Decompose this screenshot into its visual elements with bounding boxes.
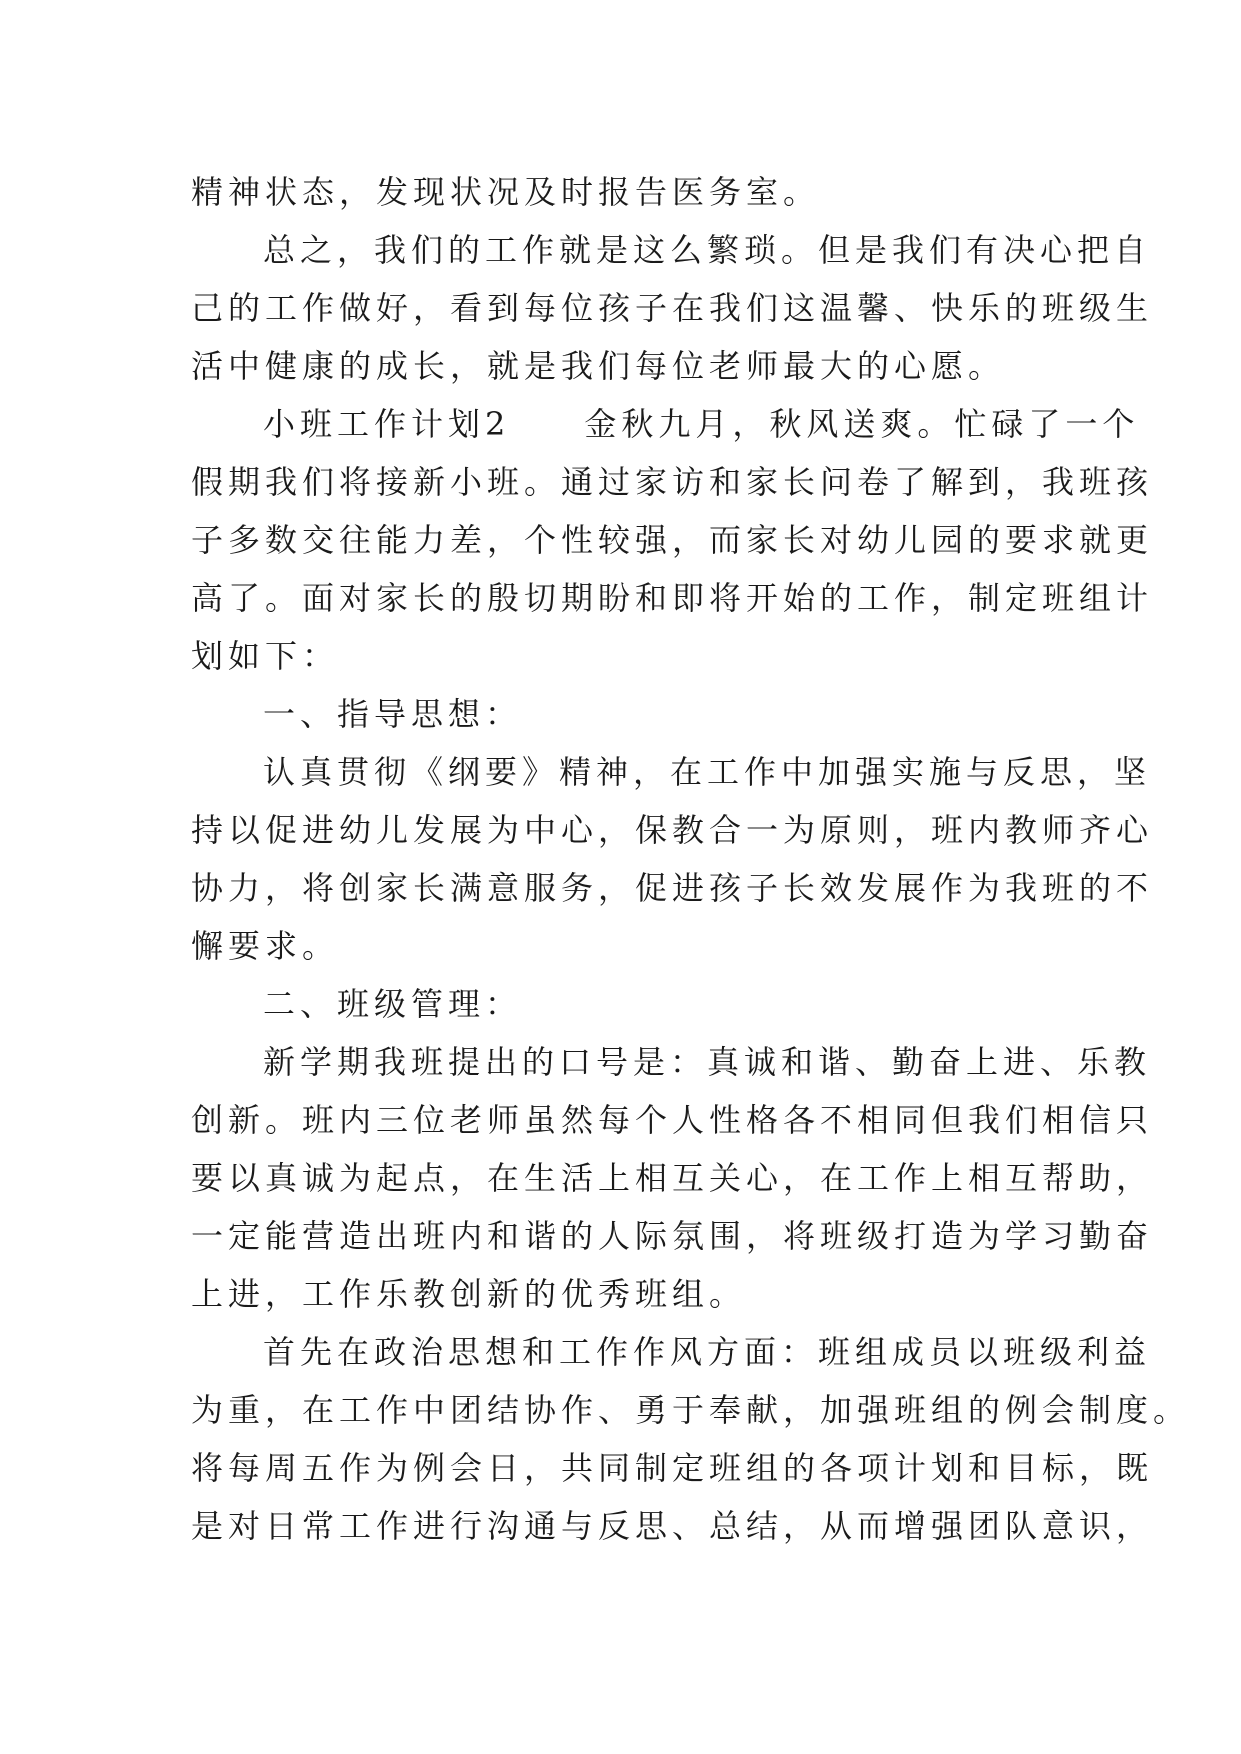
text-line: 是对日常工作进行沟通与反思、总结，从而增强团队意识，	[191, 1507, 1154, 1545]
text-line: 首先在政治思想和工作作风方面：班组成员以班级利益	[263, 1333, 1152, 1371]
text-line: 协力，将创家长满意服务，促进孩子长效发展作为我班的不	[191, 869, 1154, 907]
text-line: 认真贯彻《纲要》精神，在工作中加强实施与反思，坚	[263, 753, 1152, 791]
text-line: 懈要求。	[191, 927, 340, 965]
text-line: 子多数交往能力差，个性较强，而家长对幼儿园的要求就更	[191, 521, 1154, 559]
section-heading: 一、指导思想：	[263, 695, 523, 733]
text-line: 要以真诚为起点，在生活上相互关心，在工作上相互帮助，	[191, 1159, 1154, 1197]
text-line: 总之，我们的工作就是这么繁琐。但是我们有决心把自	[263, 231, 1152, 269]
section-heading: 二、班级管理：	[263, 985, 523, 1023]
text-line: 假期我们将接新小班。通过家访和家长问卷了解到，我班孩	[191, 463, 1154, 501]
text-line: 创新。班内三位老师虽然每个人性格各不相同但我们相信只	[191, 1101, 1154, 1139]
text-line: 新学期我班提出的口号是：真诚和谐、勤奋上进、乐教	[263, 1043, 1152, 1081]
text-line: 高了。面对家长的殷切期盼和即将开始的工作，制定班组计	[191, 579, 1154, 617]
text-line: 活中健康的成长，就是我们每位老师最大的心愿。	[191, 347, 1006, 385]
text-line: 划如下：	[191, 637, 340, 675]
text-line: 为重，在工作中团结协作、勇于奉献，加强班组的例会制度。	[191, 1391, 1191, 1429]
text-line: 将每周五作为例会日，共同制定班组的各项计划和目标，既	[191, 1449, 1154, 1487]
section-title: 小班工作计划2 金秋九月，秋风送爽。忙碌了一个	[263, 405, 1140, 443]
text-line: 上进，工作乐教创新的优秀班组。	[191, 1275, 747, 1313]
text-line: 己的工作做好，看到每位孩子在我们这温馨、快乐的班级生	[191, 289, 1154, 327]
text-line: 持以促进幼儿发展为中心，保教合一为原则，班内教师齐心	[191, 811, 1154, 849]
text-line: 一定能营造出班内和谐的人际氛围，将班级打造为学习勤奋	[191, 1217, 1154, 1255]
text-line: 精神状态，发现状况及时报告医务室。	[191, 173, 821, 211]
document-body	[191, 163, 1191, 1555]
